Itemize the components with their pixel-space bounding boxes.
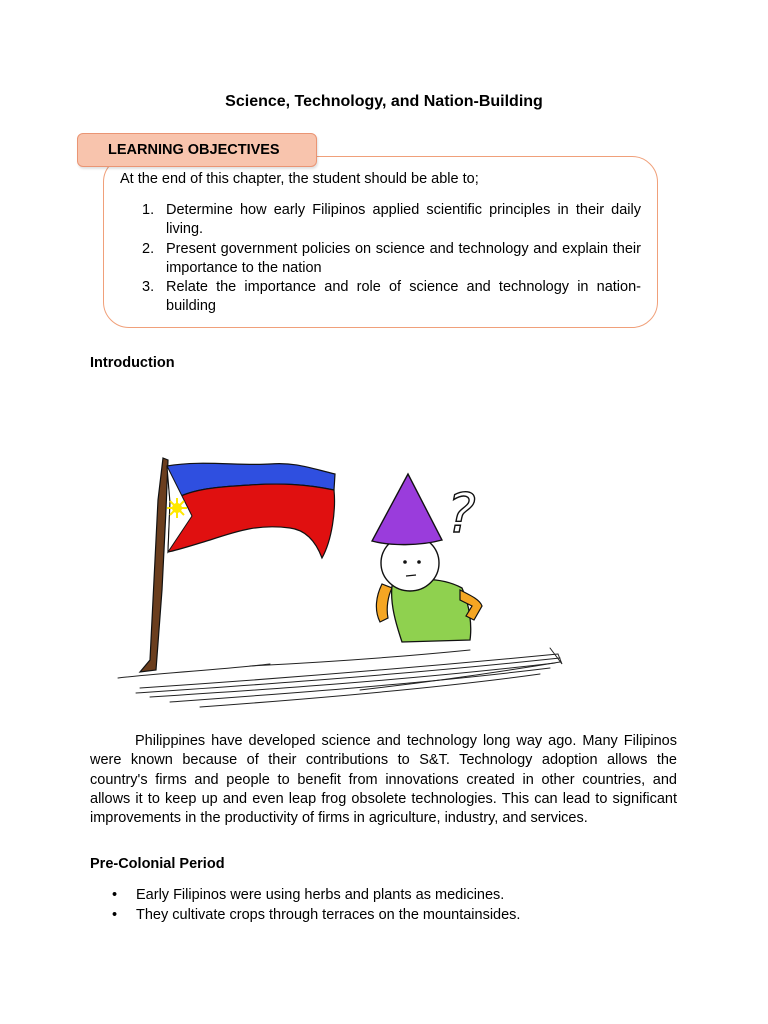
objective-number: 3.	[142, 279, 155, 296]
flag-sun-icon	[167, 498, 187, 518]
ground-scribbles	[118, 648, 562, 707]
flag-and-character-illustration	[110, 450, 570, 715]
objectives-tab	[77, 133, 317, 167]
character-hat	[372, 474, 442, 545]
character-eye	[417, 560, 421, 564]
list-item	[112, 906, 520, 926]
bullet-icon: •	[112, 906, 118, 923]
list-item	[112, 886, 520, 906]
objectives-list	[142, 201, 641, 317]
objective-item	[142, 278, 641, 317]
objective-number: 1.	[142, 202, 155, 218]
introduction-heading: Introduction	[90, 355, 175, 371]
flag-red-stripe	[168, 484, 335, 558]
objectives-intro: At the end of this chapter, the student should be able to;	[120, 171, 479, 187]
pre-colonial-list	[112, 886, 520, 925]
introduction-paragraph: Philippines have developed science and technology long way ago. Many Filipinos were known because of their contributions to S&T. Technology adoption allows the country's firms and people to benefit from innovations created in other countries, and allows it to keep up and even leap frog obsolete technologies. This can lead to significant improvements in the productivity of firms in agriculture, industry, and services.	[90, 733, 677, 827]
objective-item	[142, 240, 641, 279]
flag-pole	[140, 458, 168, 672]
objective-text: Present government policies on science and technology and explain their importance to the nation	[166, 240, 641, 276]
objective-text: Determine how early Filipinos applied scientific principles in their daily living.	[166, 202, 641, 238]
bullet-icon: •	[112, 887, 118, 903]
objective-item	[142, 201, 641, 240]
character-eye	[403, 560, 407, 564]
list-item-text: Early Filipinos were using herbs and plants as medicines.	[136, 887, 505, 903]
page-title: Science, Technology, and Nation-Building	[225, 93, 543, 110]
objective-number: 2.	[142, 240, 155, 257]
question-mark: ?	[447, 482, 476, 545]
objectives-tab-label: LEARNING OBJECTIVES	[108, 142, 280, 158]
pre-colonial-heading: Pre-Colonial Period	[90, 856, 225, 872]
character-left-arm	[376, 584, 392, 622]
objective-text: Relate the importance and role of science and technology in nation-building	[166, 279, 641, 315]
list-item-text: They cultivate crops through terraces on the mountainsides.	[136, 906, 521, 923]
